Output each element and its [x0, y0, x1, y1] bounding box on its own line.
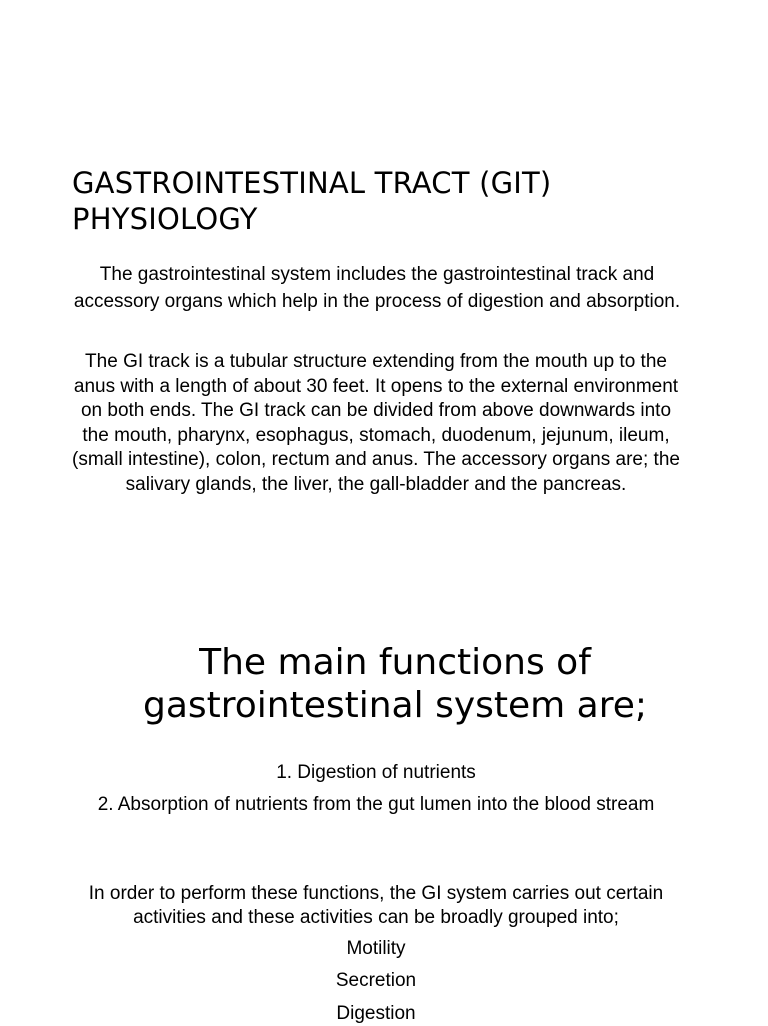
page-title-line-1: GASTROINTESTINAL TRACT (GIT): [72, 166, 552, 200]
function-item-digestion: 1. Digestion of nutrients: [276, 762, 476, 783]
function-item-absorption: 2. Absorption of nutrients from the gut lumen into the blood stream: [97, 794, 655, 815]
activities-intro-paragraph: In order to perform these functions, the GI system carries out certain activities and these activities can be broadly grouped into;: [88, 883, 664, 928]
page-title: [72, 165, 692, 237]
activity-item-digestion: Digestion: [336, 1003, 416, 1024]
activity-item-motility: Motility: [346, 938, 406, 959]
page-title-line-2: PHYSIOLOGY: [72, 202, 258, 236]
intro-paragraph-1: The gastrointestinal system includes the gastrointestinal track and accessory organs which help in the process of digestion and absorption.: [73, 264, 681, 312]
activity-item-secretion: Secretion: [335, 970, 417, 991]
intro-paragraph-2: The GI track is a tubular structure extending from the mouth up to the anus with a length of about 30 feet. It opens to the external environment on both ends. The GI track can be divided from above downwards into the mouth, pharynx, esophagus, stomach, duodenum, jejunum, ileum, (small intestine), colon, rectum and anus. The accessory organs are; the salivary glands, the liver, the gall-bladder and the pancreas.: [72, 351, 680, 495]
functions-heading: The main functions of gastrointestinal system are;: [142, 642, 648, 726]
